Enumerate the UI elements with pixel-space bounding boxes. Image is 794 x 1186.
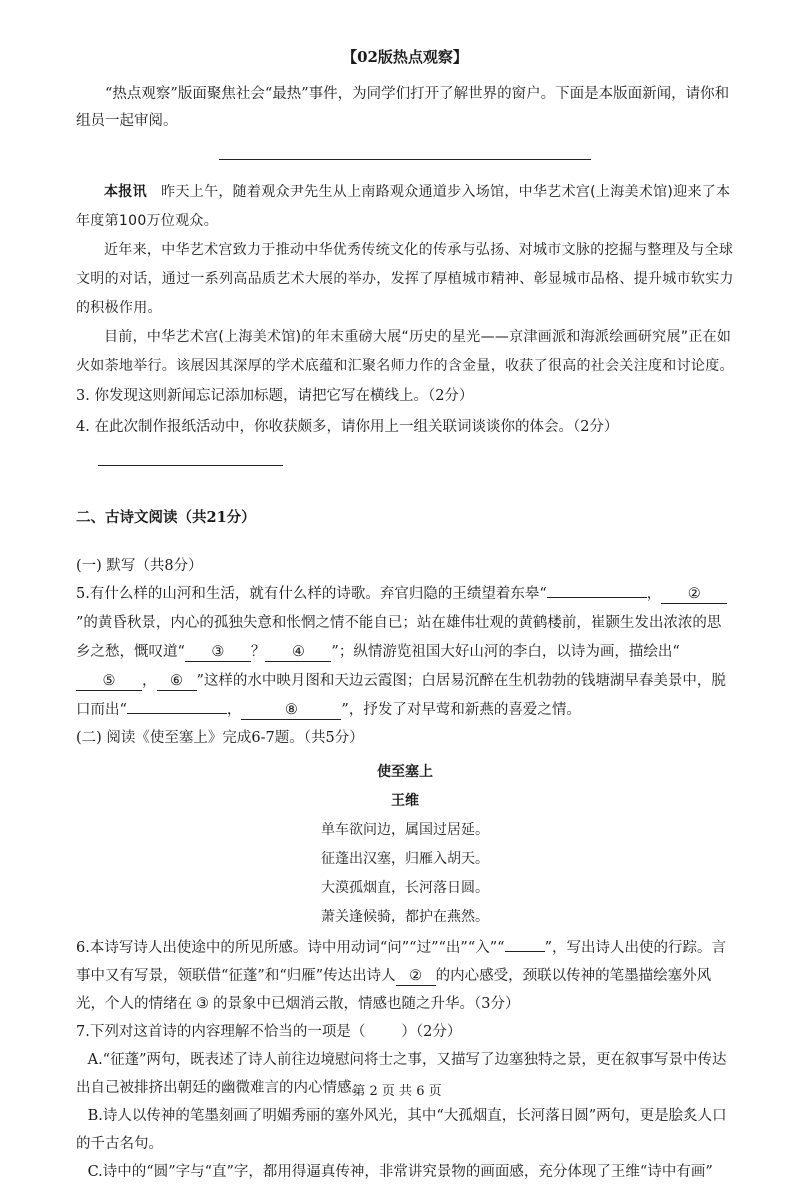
news-paragraph-2: 近年来，中华艺术宫致力于推动中华优秀传统文化的传承与弘扬、对城市文脉的挖掘与整理及与全球文明的对话，通过一系列高品质艺术大展的举办，发挥了厚植城市精神、彰显城市品格、提升城市软实力的积极作用。: [76, 242, 734, 316]
section-title: 【02版热点观察】: [342, 48, 468, 66]
answer-line-q4[interactable]: [76, 441, 734, 470]
news-paragraph-1: [76, 178, 734, 236]
section-intro: “热点观察”版面聚焦社会“最热”事件，为同学们打开了解世界的窗户。下面是本版面新闻，请你和组员一起审阅。: [76, 86, 730, 129]
blank-q5-4[interactable]: ④: [265, 643, 331, 662]
poem-line: 单车欲问边，属国过居延。: [321, 822, 489, 838]
poem: [76, 758, 734, 932]
part2-sub1: (一) 默写（共8分）: [76, 558, 203, 574]
question-4: 4. 在此次制作报纸活动中，你收获颇多，请你用上一组关联词谈谈你的体会。（2分）: [76, 419, 619, 435]
option-c: C.诗中的“圆”字与“直”字，都用得逼真传神，非常讲究景物的画面感，充分体现了王维“诗中有画”: [87, 1164, 713, 1180]
poem-line: 大漠孤烟直，长河落日圆。: [321, 880, 489, 896]
news-article: [76, 178, 734, 381]
question-7: 7.下列对这首诗的内容理解不恰当的一项是（ ）（2分）: [76, 1024, 462, 1040]
question-5: 5.有什么样的山河和生活，就有什么样的诗歌。弃官归隐的王绩望着东皋“ ， ②”的黄昏秋景，内心的孤独失意和怅惘之情不能自已；站在雄伟壮观的黄鹤楼前，崔颢生发出浓浓的思乡之愁，慨叹道“ ③ ？ ④ ”；纵情游览祖国大好山河的李白，以诗为画，描绘出“⑤ ， ⑥ ”这样的水中映月图和天边云霞图；白居易沉醉在生机勃勃的钱塘湖早春美景中，脱口而出“ ， ⑧ ”，抒发了对早莺和新燕的喜爱之情。: [76, 586, 726, 718]
blank-q5-3[interactable]: ③: [185, 643, 251, 662]
blank-q5-6[interactable]: ⑥: [157, 672, 197, 691]
poem-title: 使至塞上: [377, 764, 433, 780]
blank-q6-2[interactable]: ②: [396, 967, 436, 986]
option-b: B.诗人以传神的笔墨刻画了明媚秀丽的塞外风光，其中“大孤烟直，长河落日圆”两句，更是脍炙人口的千古名句。: [76, 1108, 727, 1152]
blank-q5-2[interactable]: ②: [661, 585, 727, 604]
blank-q6-3[interactable]: ③: [196, 996, 209, 1012]
question-6: 6.本诗写诗人出使途中的所见所感。诗中用动词“问”“过”“出”“入”“ ”，写出诗人出使的行踪。言事中又有写景，领联借“征蓬”和“归雁”传达出诗人 ② 的内心感受，颈联以传神的笔墨描绘塞外风光，个人的情绪在 ③ 的景象中已烟消云散，情感也随之升华。（3分）: [76, 940, 726, 1012]
blank-q6-1[interactable]: [505, 951, 545, 952]
blank-q5-8[interactable]: ⑧: [241, 701, 341, 720]
news-p1-text: 昨天上午，随着观众尹先生从上南路观众通道步入场馆，中华艺术宫(上海美术馆)迎来了本年度第100万位观众。: [76, 184, 731, 229]
poem-line: 征蓬出汉塞，归雁入胡天。: [321, 851, 489, 867]
news-lead: 本报讯: [104, 184, 147, 200]
news-paragraph-3: 目前，中华艺术宫(上海美术馆)的年末重磅大展“历史的星光——京津画派和海派绘画研究展”正在如火如荼地举行。该展因其深厚的学术底蕴和汇聚名师力作的含金量，收获了很高的社会关注度和讨论度。: [76, 329, 734, 374]
part2-title: 二、古诗文阅读（共21分）: [76, 509, 256, 526]
poem-line: 萧关逢候骑，都护在燕然。: [321, 909, 489, 925]
blank-q5-5[interactable]: ⑤: [76, 672, 142, 691]
news-title-line: [219, 159, 591, 160]
blank-q5-7[interactable]: [127, 713, 227, 714]
question-3: 3. 你发现这则新闻忘记添加标题，请把它写在横线上。（2分）: [76, 388, 474, 404]
poem-author: 王维: [391, 793, 419, 809]
part2-sub2: (二) 阅读《使至塞上》完成6-7题。（共5分）: [76, 730, 364, 746]
page-footer: 第 2 页 共 6 页: [352, 1084, 442, 1099]
option-a: A.“征蓬”两句，既表述了诗人前往边境慰问将士之事，又描写了边塞独特之景，更在叙事写景中传达出自己被排挤出朝廷的幽微难言的内心情感。: [76, 1052, 727, 1096]
blank-q5-1[interactable]: [547, 597, 647, 598]
